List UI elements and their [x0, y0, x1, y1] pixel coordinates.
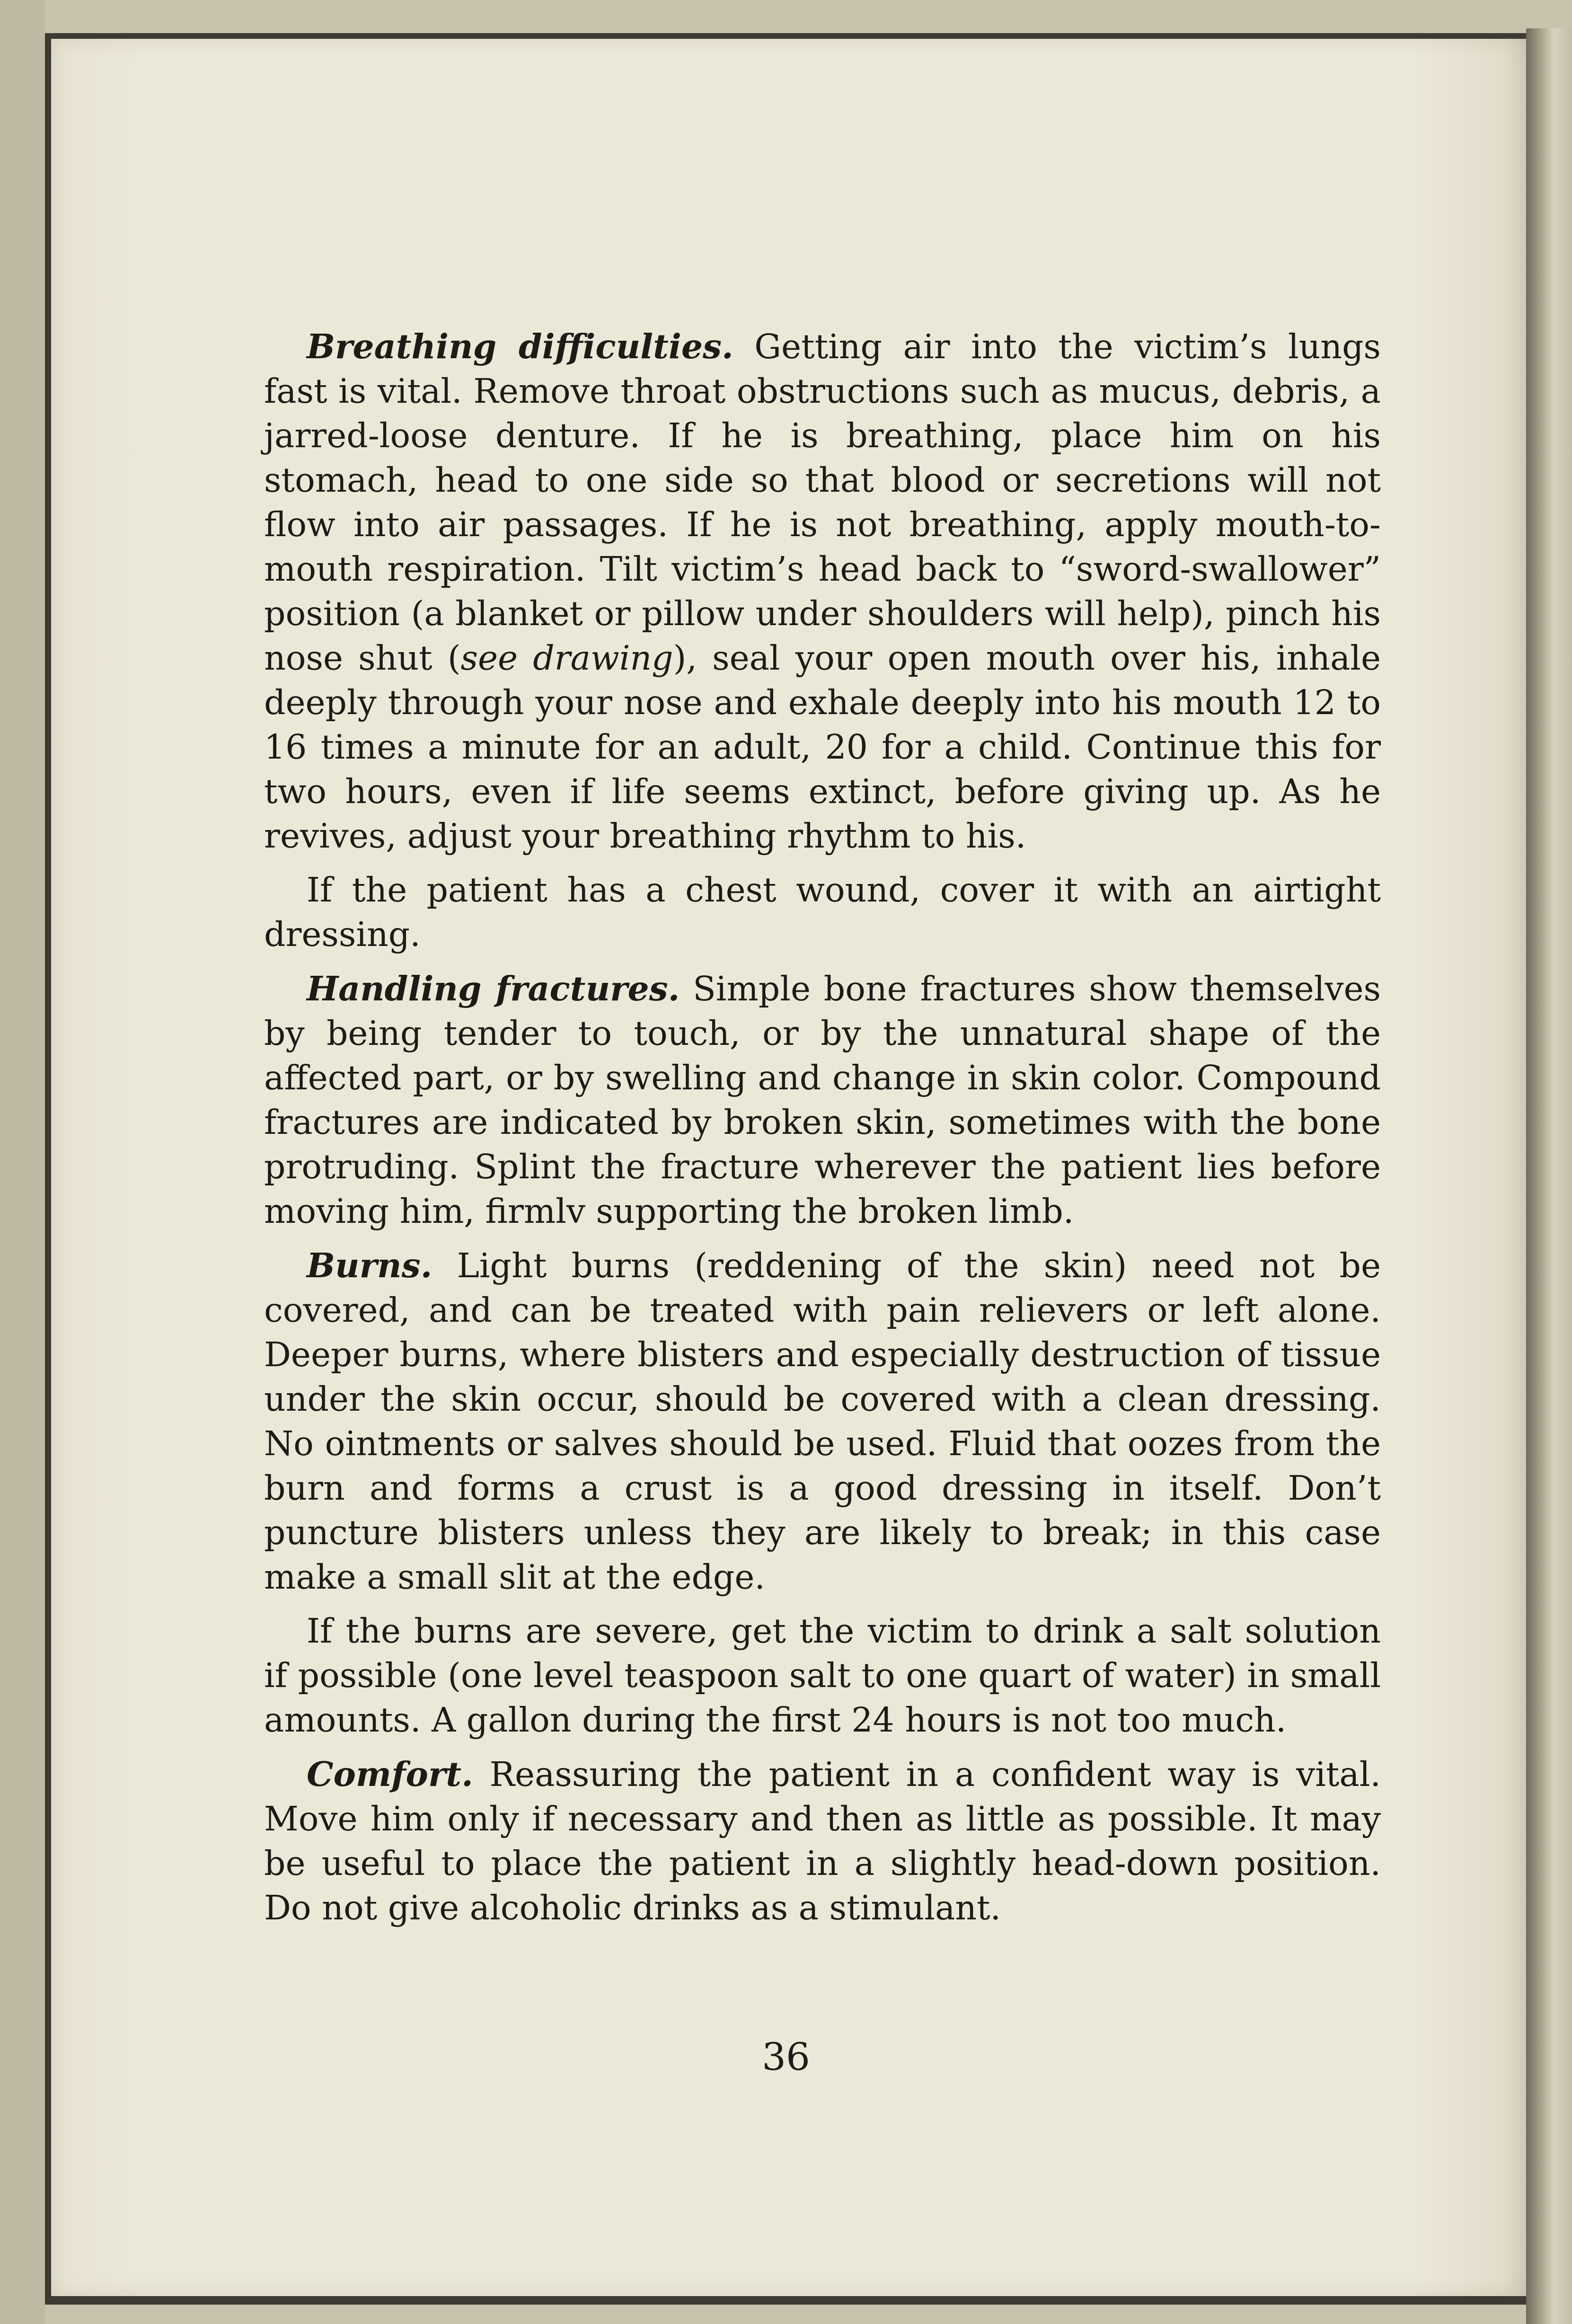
heading-comfort: Comfort. — [307, 1754, 473, 1794]
paragraph-burns — [264, 1243, 1381, 1599]
heading-burns: Burns. — [307, 1246, 433, 1285]
text-burns: Light burns (reddening of the skin) need not be covered, and can be treated with pain relievers or left alone. Deeper burns, where blisters and especially destruction of tissue under the skin occur, should be covered with a clean dressing. No ointments or salves should be used. Fluid that oozes from the burn and forms a crust is a good dressing in itself. Don’t puncture blisters unless they are likely to break; in this case make a small slit at the edge. — [264, 1246, 1381, 1597]
text-severe-burns: If the burns are severe, get the victim to drink a salt solution if possible (one level teaspoon salt to one quart of water) in small amounts. A gallon during the first 24 hours is not too much. — [264, 1611, 1381, 1740]
text-fractures: Simple bone fractures show themselves by being tender to touch, or by the unnatural shape of the affected part, or by swelling and change in skin color. Compound fractures are indicated by broken skin, sometimes with the bone protruding. Splint the fracture wherever the patient lies before moving him, firmlv supporting the broken limb. — [264, 969, 1381, 1231]
text-breathing-2: ), seal your open mouth over his, inhale deeply through your nose and exhale deeply into his mouth 12 to 16 times a minute for an adult, 20 for a child. Continue this for two hours, even if life seems extinct, before giving up. As he revives, adjust your breathing rhythm to his. — [264, 638, 1381, 856]
paragraph-fractures — [264, 966, 1381, 1234]
text-chest-wound: If the patient has a chest wound, cover it with an airtight dressing. — [264, 870, 1381, 954]
text-breathing-1: Getting air into the victim’s lungs fast is vital. Remove throat obstructions such as mucus, debris, a jarred-loose denture. If he is breathing, place him on his stomach, head to one side so that blood or secretions will not flow into air passages. If he is not breathing, apply mouth-to-mouth respiration. Tilt victim’s head back to “sword-swallower” position (a blanket or pillow under shoulders will help), pinch his nose shut ( — [264, 327, 1381, 678]
book-cover-edge — [0, 0, 45, 2324]
page-number: 36 — [762, 2035, 810, 2079]
book-gutter — [1526, 28, 1572, 2324]
body-text — [264, 324, 1381, 1940]
paragraph-comfort — [264, 1752, 1381, 1930]
note-see-drawing: see drawing — [460, 638, 673, 678]
heading-breathing: Breathing difficulties. — [307, 327, 733, 366]
paragraph-breathing — [264, 324, 1381, 858]
heading-fractures: Handling fractures. — [307, 969, 680, 1008]
text-comfort: Reassuring the patient in a confident way is vital. Move him only if necessary and then as little as possible. It may be useful to place the patient in a slightly head-down position. Do not give alcoholic drinks as a stimulant. — [264, 1755, 1381, 1927]
paragraph-chest-wound — [264, 868, 1381, 957]
paragraph-severe-burns — [264, 1609, 1381, 1742]
